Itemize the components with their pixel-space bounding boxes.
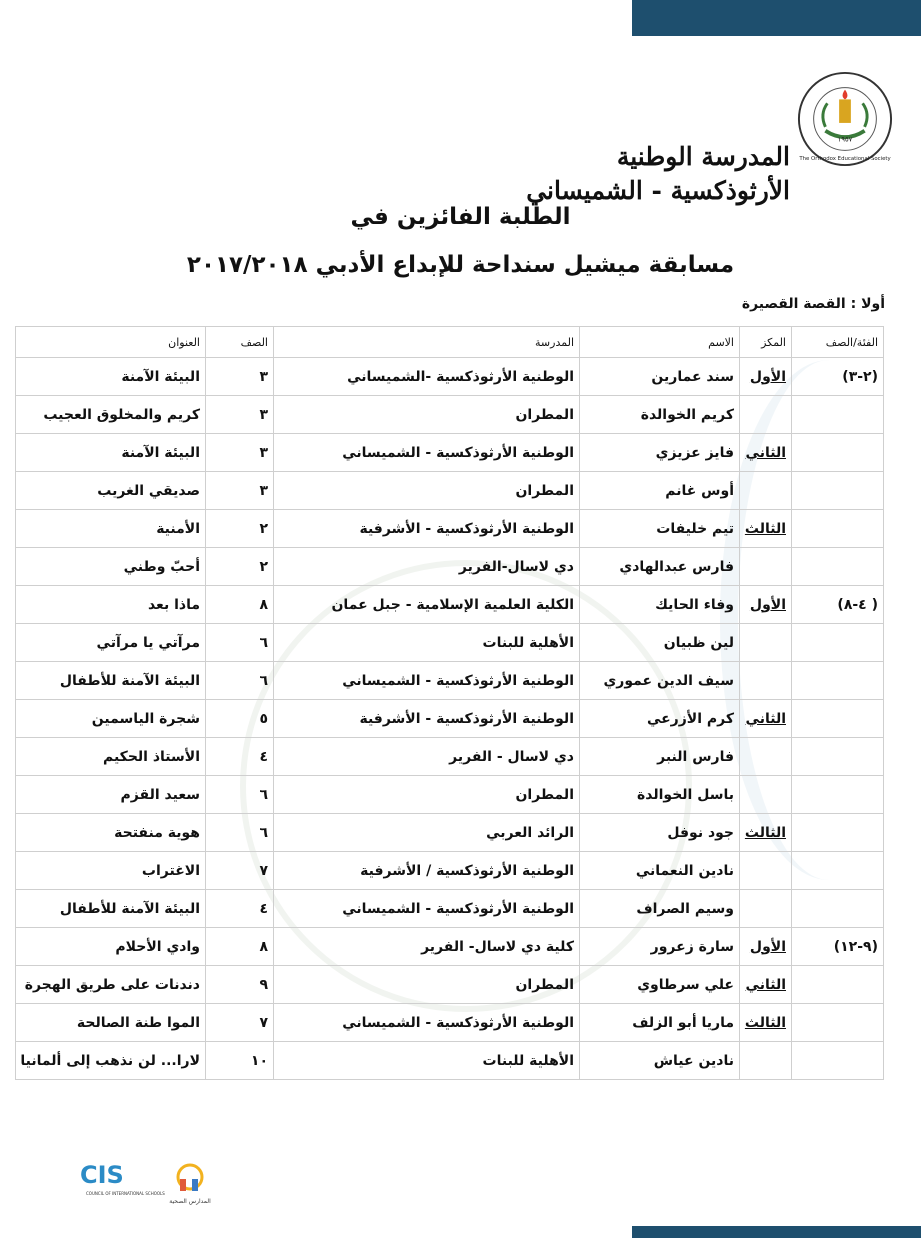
cell-grade: ٣ [206, 358, 274, 396]
cell-grade: ٩ [206, 966, 274, 1004]
cell-rank: الثاني [740, 966, 792, 1004]
child-icon [180, 1179, 186, 1191]
cell-rank: الأول [740, 586, 792, 624]
cell-name: سند عمارين [580, 358, 740, 396]
cell-title: الاغتراب [16, 852, 206, 890]
cell-grade: ٦ [206, 814, 274, 852]
cell-name: كرم الأزرعي [580, 700, 740, 738]
cell-rank [740, 738, 792, 776]
table-row [16, 472, 884, 510]
cell-rank: الأول [740, 928, 792, 966]
cell-category [792, 738, 884, 776]
cell-name: كريم الخوالدة [580, 396, 740, 434]
cell-school: الوطنية الأرثوذكسية - الشميساني [274, 662, 580, 700]
cell-school: الوطنية الأرثوذكسية - الشميساني [274, 1004, 580, 1042]
cell-grade: ٤ [206, 890, 274, 928]
cell-category [792, 700, 884, 738]
table-row [16, 890, 884, 928]
cell-school: الرائد العربي [274, 814, 580, 852]
cell-grade: ٨ [206, 586, 274, 624]
table-header-row [16, 327, 884, 358]
cell-name: فارس عبدالهادي [580, 548, 740, 586]
seal-caption: The Orthodox Educational Society [799, 156, 891, 163]
cell-rank [740, 662, 792, 700]
cell-school: دي لاسال - الفرير [274, 738, 580, 776]
cell-category: (٢-٣) [792, 358, 884, 396]
footer-logos-graphic [78, 1155, 218, 1211]
cell-school: الوطنية الأرثوذكسية - الأشرفية [274, 510, 580, 548]
cell-grade: ٧ [206, 852, 274, 890]
cell-school: المطران [274, 776, 580, 814]
table-row [16, 776, 884, 814]
cell-category [792, 852, 884, 890]
table-row [16, 396, 884, 434]
cell-rank: الأول [740, 358, 792, 396]
school-name-line1: المدرسة الوطنية [616, 142, 790, 171]
cell-category [792, 624, 884, 662]
header-category: الفئة/الصف [792, 327, 884, 358]
cell-title: سعيد القزم [16, 776, 206, 814]
cell-school: الوطنية الأرثوذكسية - الشميساني [274, 434, 580, 472]
cell-school: الوطنية الأرثوذكسية -الشميساني [274, 358, 580, 396]
cell-category [792, 548, 884, 586]
cell-category [792, 662, 884, 700]
page-title-line2: مسابقة ميشيل سنداحة للإبداع الأدبي ٢٠١٧/٢٠١٨ [186, 252, 735, 278]
table-row [16, 928, 884, 966]
cell-title: كريم والمخلوق العجيب [16, 396, 206, 434]
cell-category [792, 472, 884, 510]
cell-title: الأستاذ الحكيم [16, 738, 206, 776]
footer-logos [78, 1155, 218, 1211]
cell-school: الوطنية الأرثوذكسية / الأشرفية [274, 852, 580, 890]
header-name: الاسم [580, 327, 740, 358]
table-row [16, 814, 884, 852]
table-row [16, 738, 884, 776]
cell-category [792, 396, 884, 434]
winners-table [15, 326, 884, 1080]
table-row [16, 586, 884, 624]
table-row [16, 966, 884, 1004]
cell-rank [740, 396, 792, 434]
cell-category: (٩-١٢) [792, 928, 884, 966]
section-title: أولا : القصة القصيرة [741, 296, 885, 312]
table-row [16, 624, 884, 662]
cell-category [792, 966, 884, 1004]
school-name [526, 140, 790, 208]
cell-category [792, 890, 884, 928]
seal-year: ١٩٥٧ [837, 135, 853, 144]
cell-name: نادين عياش [580, 1042, 740, 1080]
cell-title: مرآتي يا مرآتي [16, 624, 206, 662]
school-name-line2: الأرثوذكسية - الشميساني [526, 176, 790, 205]
cell-rank: الثالث [740, 1004, 792, 1042]
table-body [16, 358, 884, 1080]
table-row [16, 510, 884, 548]
bottom-accent-bar [632, 1226, 921, 1238]
cell-rank: الثاني [740, 700, 792, 738]
cell-school: المطران [274, 396, 580, 434]
cell-name: أوس غانم [580, 472, 740, 510]
table-row [16, 852, 884, 890]
cell-category: ( ٤-٨) [792, 586, 884, 624]
cell-name: سارة زعرور [580, 928, 740, 966]
cell-grade: ٦ [206, 624, 274, 662]
cell-grade: ٨ [206, 928, 274, 966]
cell-category [792, 434, 884, 472]
cell-name: نادين النعماني [580, 852, 740, 890]
cell-name: وفاء الحايك [580, 586, 740, 624]
cell-name: تيم خليفات [580, 510, 740, 548]
table-row [16, 358, 884, 396]
cell-rank: الثالث [740, 510, 792, 548]
header-school: المدرسة [274, 327, 580, 358]
table-row [16, 662, 884, 700]
cell-grade: ٣ [206, 472, 274, 510]
cell-school: الوطنية الأرثوذكسية - الشميساني [274, 890, 580, 928]
cell-name: ماريا أبو الزلف [580, 1004, 740, 1042]
header-rank: المكز [740, 327, 792, 358]
cell-name: باسل الخوالدة [580, 776, 740, 814]
cell-rank [740, 548, 792, 586]
cell-name: سيف الدين عموري [580, 662, 740, 700]
header-grade: الصف [206, 327, 274, 358]
cell-school: دي لاسال-الفرير [274, 548, 580, 586]
health-caption: المدارس الصحية [169, 1198, 211, 1205]
cell-category [792, 776, 884, 814]
cell-school: الأهلية للبنات [274, 1042, 580, 1080]
page-title-line1: الطلبة الفائزين في [350, 204, 571, 230]
header-title: العنوان [16, 327, 206, 358]
cell-grade: ٣ [206, 396, 274, 434]
cell-category [792, 814, 884, 852]
child-icon-2 [192, 1179, 198, 1191]
cell-title: البيئة الآمنة للأطفال [16, 890, 206, 928]
cell-title: البيئة الآمنة [16, 434, 206, 472]
cell-title: أحبّ وطني [16, 548, 206, 586]
cell-rank [740, 852, 792, 890]
cell-grade: ٧ [206, 1004, 274, 1042]
cell-grade: ١٠ [206, 1042, 274, 1080]
cell-grade: ٦ [206, 776, 274, 814]
top-accent-bar [632, 0, 921, 36]
cis-logo: CIS [80, 1161, 124, 1189]
cell-title: البيئة الآمنة للأطفال [16, 662, 206, 700]
cell-title: دندنات على طريق الهجرة [16, 966, 206, 1004]
cell-title: وادي الأحلام [16, 928, 206, 966]
cell-grade: ٥ [206, 700, 274, 738]
cell-rank: الثالث [740, 814, 792, 852]
table-row [16, 1004, 884, 1042]
table-row [16, 548, 884, 586]
cell-rank [740, 776, 792, 814]
cell-name: وسيم الصراف [580, 890, 740, 928]
cell-school: المطران [274, 472, 580, 510]
table-row [16, 700, 884, 738]
cell-name: لين ظبيان [580, 624, 740, 662]
cell-grade: ٢ [206, 510, 274, 548]
cell-school: الوطنية الأرثوذكسية - الأشرفية [274, 700, 580, 738]
cell-school: المطران [274, 966, 580, 1004]
cell-category [792, 1042, 884, 1080]
cell-title: صديقي الغريب [16, 472, 206, 510]
cell-title: ماذا بعد [16, 586, 206, 624]
table-row [16, 434, 884, 472]
cis-caption: COUNCIL OF INTERNATIONAL SCHOOLS [86, 1191, 165, 1196]
cell-category [792, 510, 884, 548]
cell-rank [740, 472, 792, 510]
cell-category [792, 1004, 884, 1042]
cell-title: البيئة الآمنة [16, 358, 206, 396]
cell-school: كلية دي لاسال- الفرير [274, 928, 580, 966]
cell-title: شجرة الياسمين [16, 700, 206, 738]
cell-rank [740, 624, 792, 662]
cell-grade: ٤ [206, 738, 274, 776]
cell-school: الأهلية للبنات [274, 624, 580, 662]
cell-grade: ٢ [206, 548, 274, 586]
cell-name: فارس النبر [580, 738, 740, 776]
cell-grade: ٦ [206, 662, 274, 700]
cell-rank [740, 1042, 792, 1080]
cell-name: جود نوفل [580, 814, 740, 852]
society-seal-logo [796, 70, 894, 168]
cell-title: هوية منفتحة [16, 814, 206, 852]
cell-title: لارا... لن نذهب إلى ألمانيا [16, 1042, 206, 1080]
cell-title: الموا طنة الصالحة [16, 1004, 206, 1042]
cell-grade: ٣ [206, 434, 274, 472]
cell-rank [740, 890, 792, 928]
cell-school: الكلية العلمية الإسلامية - جبل عمان [274, 586, 580, 624]
table-row [16, 1042, 884, 1080]
cell-rank: الثاني [740, 434, 792, 472]
cell-name: علي سرطاوي [580, 966, 740, 1004]
cell-name: فايز عزيزي [580, 434, 740, 472]
cell-title: الأمنية [16, 510, 206, 548]
